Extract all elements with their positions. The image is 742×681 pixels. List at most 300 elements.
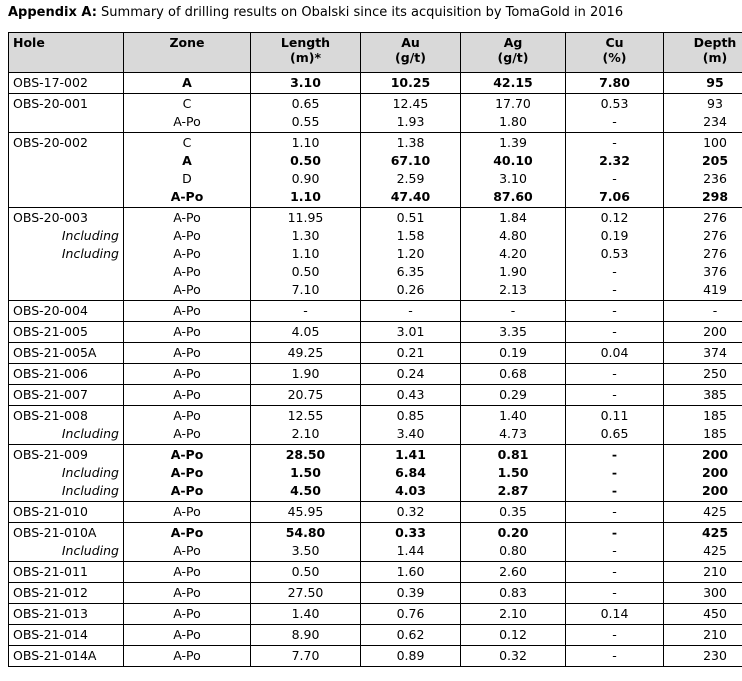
ag-value: 1.50 bbox=[497, 465, 529, 480]
cell-au bbox=[361, 133, 461, 208]
depth-value: 100 bbox=[703, 135, 727, 150]
cell-hole bbox=[9, 322, 124, 343]
length-value: 20.75 bbox=[287, 387, 324, 402]
cell-hole bbox=[9, 583, 124, 604]
length-value: 0.55 bbox=[291, 114, 320, 129]
zone-value: A-Po bbox=[173, 303, 201, 318]
cell-cu bbox=[566, 562, 664, 583]
cell-cu bbox=[566, 646, 664, 667]
zone-value: A-Po bbox=[170, 465, 204, 480]
length-value: 1.10 bbox=[290, 189, 321, 204]
length-value: 0.50 bbox=[291, 564, 320, 579]
au-value: 1.41 bbox=[395, 447, 426, 462]
length-value: 1.10 bbox=[291, 246, 320, 261]
cell-zone bbox=[124, 343, 251, 364]
depth-value: 298 bbox=[701, 189, 729, 204]
cell-cu bbox=[566, 343, 664, 364]
table-row bbox=[9, 364, 742, 385]
cell-cu bbox=[566, 73, 664, 94]
cu-value: - bbox=[612, 171, 617, 186]
zone-value: A-Po bbox=[173, 246, 201, 261]
au-value: 1.38 bbox=[396, 135, 425, 150]
cu-value: 0.65 bbox=[600, 426, 629, 441]
hole-id: OBS-20-002 bbox=[13, 135, 88, 150]
au-value: 3.40 bbox=[396, 426, 425, 441]
cu-value: - bbox=[612, 504, 617, 519]
header-au: Au (g/t) bbox=[361, 33, 461, 73]
length-value: 12.55 bbox=[287, 408, 324, 423]
au-value: 1.20 bbox=[396, 246, 425, 261]
cell-depth bbox=[664, 583, 742, 604]
depth-value: 419 bbox=[703, 282, 727, 297]
cell-hole bbox=[9, 445, 124, 502]
cell-ag bbox=[461, 208, 566, 301]
cell-cu bbox=[566, 406, 664, 445]
cell-ag bbox=[461, 445, 566, 502]
cell-length bbox=[251, 364, 361, 385]
au-value: 0.33 bbox=[395, 525, 426, 540]
ag-value: 4.20 bbox=[499, 246, 527, 261]
ag-value: 0.80 bbox=[499, 543, 527, 558]
depth-value: 385 bbox=[703, 387, 727, 402]
including-label: Including bbox=[61, 228, 119, 243]
au-value: 0.21 bbox=[396, 345, 425, 360]
hole-id: OBS-21-010A bbox=[13, 525, 97, 540]
table-body bbox=[9, 73, 742, 667]
cell-hole bbox=[9, 73, 124, 94]
cu-value: - bbox=[612, 648, 617, 663]
cu-value: - bbox=[612, 264, 617, 279]
caption-prefix: Appendix A: bbox=[8, 5, 97, 20]
table-row bbox=[9, 322, 742, 343]
ag-value: 2.13 bbox=[499, 282, 527, 297]
table-row bbox=[9, 562, 742, 583]
au-value: 0.76 bbox=[396, 606, 425, 621]
depth-value: 276 bbox=[703, 246, 727, 261]
zone-value: A-Po bbox=[173, 387, 201, 402]
zone-value: A-Po bbox=[173, 543, 201, 558]
cell-zone bbox=[124, 523, 251, 562]
cell-ag bbox=[461, 133, 566, 208]
cell-depth bbox=[664, 562, 742, 583]
cu-value: - bbox=[612, 627, 617, 642]
au-value: 0.26 bbox=[396, 282, 425, 297]
depth-value: 93 bbox=[707, 96, 723, 111]
cell-length bbox=[251, 385, 361, 406]
cell-length bbox=[251, 646, 361, 667]
cell-hole bbox=[9, 94, 124, 133]
including-label: Including bbox=[61, 246, 119, 261]
table-row bbox=[9, 343, 742, 364]
length-value: 0.50 bbox=[291, 264, 320, 279]
cell-ag bbox=[461, 94, 566, 133]
cell-depth bbox=[664, 322, 742, 343]
depth-value: 200 bbox=[701, 447, 729, 462]
ag-value: - bbox=[510, 303, 516, 318]
au-value: 1.60 bbox=[396, 564, 425, 579]
length-value: - bbox=[303, 303, 308, 318]
cell-cu bbox=[566, 133, 664, 208]
ag-value: 4.73 bbox=[499, 426, 527, 441]
cell-length bbox=[251, 562, 361, 583]
cell-ag bbox=[461, 301, 566, 322]
cell-zone bbox=[124, 73, 251, 94]
depth-value: 276 bbox=[703, 228, 727, 243]
length-value: 7.70 bbox=[291, 648, 320, 663]
cell-zone bbox=[124, 133, 251, 208]
hole-id: OBS-21-010 bbox=[13, 504, 88, 519]
depth-value: 210 bbox=[703, 627, 727, 642]
including-label: Including bbox=[61, 426, 119, 441]
zone-value: A-Po bbox=[173, 504, 201, 519]
depth-value: 276 bbox=[703, 210, 727, 225]
zone-value: A-Po bbox=[173, 264, 201, 279]
cu-value: - bbox=[612, 366, 617, 381]
cu-value: - bbox=[612, 585, 617, 600]
au-value: 12.45 bbox=[392, 96, 429, 111]
cell-zone bbox=[124, 385, 251, 406]
length-value: 3.50 bbox=[291, 543, 320, 558]
drilling-results-table bbox=[8, 32, 742, 667]
cell-au bbox=[361, 583, 461, 604]
cell-ag bbox=[461, 502, 566, 523]
au-value: 1.93 bbox=[396, 114, 425, 129]
cell-ag bbox=[461, 73, 566, 94]
cu-value: 7.80 bbox=[599, 75, 630, 90]
cell-depth bbox=[664, 343, 742, 364]
ag-value: 0.83 bbox=[499, 585, 527, 600]
cell-au bbox=[361, 385, 461, 406]
table-row bbox=[9, 301, 742, 322]
cell-hole bbox=[9, 343, 124, 364]
cell-cu bbox=[566, 523, 664, 562]
cu-value: 0.04 bbox=[600, 345, 629, 360]
au-value: 0.62 bbox=[396, 627, 425, 642]
au-value: 6.35 bbox=[396, 264, 425, 279]
ag-value: 0.32 bbox=[499, 648, 527, 663]
depth-value: - bbox=[712, 303, 718, 318]
cell-au bbox=[361, 562, 461, 583]
depth-value: 234 bbox=[703, 114, 727, 129]
cu-value: - bbox=[612, 564, 617, 579]
table-row bbox=[9, 385, 742, 406]
ag-value: 2.87 bbox=[497, 483, 529, 498]
au-value: 0.24 bbox=[396, 366, 425, 381]
table-row bbox=[9, 523, 742, 562]
cell-cu bbox=[566, 364, 664, 385]
au-value: 0.51 bbox=[396, 210, 425, 225]
including-label: Including bbox=[61, 543, 119, 558]
table-row bbox=[9, 625, 742, 646]
length-value: 49.25 bbox=[287, 345, 324, 360]
hole-id: OBS-21-014 bbox=[13, 627, 88, 642]
zone-value: C bbox=[182, 135, 192, 150]
cell-zone bbox=[124, 406, 251, 445]
depth-value: 250 bbox=[703, 366, 727, 381]
cell-length bbox=[251, 301, 361, 322]
depth-value: 376 bbox=[703, 264, 727, 279]
zone-value: C bbox=[182, 96, 192, 111]
au-value: 0.89 bbox=[396, 648, 425, 663]
cell-au bbox=[361, 322, 461, 343]
zone-value: A-Po bbox=[173, 585, 201, 600]
cell-length bbox=[251, 502, 361, 523]
header-cu: Cu (%) bbox=[566, 33, 664, 73]
cell-au bbox=[361, 445, 461, 502]
length-value: 8.90 bbox=[291, 627, 320, 642]
header-row bbox=[9, 33, 742, 73]
zone-value: A-Po bbox=[173, 426, 201, 441]
cell-zone bbox=[124, 583, 251, 604]
cu-value: - bbox=[612, 303, 617, 318]
hole-id: OBS-21-011 bbox=[13, 564, 88, 579]
zone-value: D bbox=[182, 171, 192, 186]
length-value: 28.50 bbox=[285, 447, 326, 462]
cu-value: 0.53 bbox=[600, 96, 629, 111]
cu-value: - bbox=[612, 114, 617, 129]
header-length: Length (m)* bbox=[251, 33, 361, 73]
cu-value: - bbox=[612, 135, 617, 150]
cell-ag bbox=[461, 343, 566, 364]
cell-au bbox=[361, 364, 461, 385]
ag-value: 1.80 bbox=[499, 114, 527, 129]
hole-id: OBS-21-012 bbox=[13, 585, 88, 600]
cell-au bbox=[361, 73, 461, 94]
hole-id: OBS-17-002 bbox=[13, 75, 88, 90]
cell-hole bbox=[9, 604, 124, 625]
cell-hole bbox=[9, 523, 124, 562]
cell-zone bbox=[124, 646, 251, 667]
cu-value: - bbox=[612, 543, 617, 558]
table-row bbox=[9, 583, 742, 604]
zone-value: A-Po bbox=[173, 606, 201, 621]
cell-au bbox=[361, 406, 461, 445]
cell-cu bbox=[566, 445, 664, 502]
cell-hole bbox=[9, 208, 124, 301]
au-value: 6.84 bbox=[395, 465, 426, 480]
including-label bbox=[13, 281, 119, 299]
header-ag: Ag (g/t) bbox=[461, 33, 566, 73]
zone-value: A bbox=[182, 153, 192, 168]
cell-depth bbox=[664, 646, 742, 667]
ag-value: 3.35 bbox=[499, 324, 527, 339]
including-label: Including bbox=[61, 483, 119, 498]
au-value: 1.58 bbox=[396, 228, 425, 243]
cell-ag bbox=[461, 646, 566, 667]
ag-value: 1.39 bbox=[499, 135, 527, 150]
cell-ag bbox=[461, 562, 566, 583]
including-label bbox=[13, 263, 119, 281]
cu-value: - bbox=[611, 525, 618, 540]
ag-value: 87.60 bbox=[493, 189, 533, 204]
length-value: 27.50 bbox=[287, 585, 324, 600]
table-row bbox=[9, 133, 742, 208]
cell-length bbox=[251, 625, 361, 646]
cell-au bbox=[361, 604, 461, 625]
length-value: 54.80 bbox=[285, 525, 326, 540]
cell-ag bbox=[461, 583, 566, 604]
ag-value: 3.10 bbox=[499, 171, 527, 186]
length-value: 0.50 bbox=[290, 153, 321, 168]
ag-value: 40.10 bbox=[493, 153, 533, 168]
depth-value: 425 bbox=[703, 504, 727, 519]
cell-length bbox=[251, 133, 361, 208]
depth-value: 185 bbox=[703, 426, 727, 441]
cell-zone bbox=[124, 301, 251, 322]
length-value: 11.95 bbox=[287, 210, 324, 225]
cell-depth bbox=[664, 604, 742, 625]
cell-hole bbox=[9, 364, 124, 385]
cell-hole bbox=[9, 133, 124, 208]
cell-cu bbox=[566, 604, 664, 625]
zone-value: A-Po bbox=[170, 447, 204, 462]
table-row bbox=[9, 646, 742, 667]
cell-cu bbox=[566, 583, 664, 604]
cu-value: 0.19 bbox=[600, 228, 629, 243]
ag-value: 0.29 bbox=[499, 387, 527, 402]
cell-depth bbox=[664, 523, 742, 562]
hole-id: OBS-21-009 bbox=[13, 447, 88, 462]
table-row bbox=[9, 604, 742, 625]
cell-au bbox=[361, 502, 461, 523]
zone-value: A-Po bbox=[173, 366, 201, 381]
cu-value: 2.32 bbox=[599, 153, 630, 168]
including-label: Including bbox=[61, 465, 119, 480]
depth-value: 300 bbox=[703, 585, 727, 600]
hole-id: OBS-20-001 bbox=[13, 96, 88, 111]
cell-ag bbox=[461, 322, 566, 343]
length-value: 7.10 bbox=[291, 282, 320, 297]
cell-depth bbox=[664, 73, 742, 94]
cell-length bbox=[251, 445, 361, 502]
cell-cu bbox=[566, 322, 664, 343]
cell-au bbox=[361, 301, 461, 322]
zone-value: A-Po bbox=[173, 114, 201, 129]
cell-hole bbox=[9, 625, 124, 646]
cell-length bbox=[251, 406, 361, 445]
cell-length bbox=[251, 523, 361, 562]
length-value: 1.10 bbox=[291, 135, 320, 150]
hole-id: OBS-21-007 bbox=[13, 387, 88, 402]
table-row bbox=[9, 502, 742, 523]
table-row bbox=[9, 208, 742, 301]
cell-depth bbox=[664, 625, 742, 646]
zone-value: A-Po bbox=[173, 210, 201, 225]
cell-au bbox=[361, 94, 461, 133]
cell-depth bbox=[664, 502, 742, 523]
au-value: 10.25 bbox=[390, 75, 431, 90]
ag-value: 1.90 bbox=[499, 264, 527, 279]
length-value: 1.90 bbox=[291, 366, 320, 381]
hole-id: OBS-21-005A bbox=[13, 345, 97, 360]
ag-value: 1.84 bbox=[499, 210, 527, 225]
cell-au bbox=[361, 625, 461, 646]
cell-depth bbox=[664, 406, 742, 445]
cell-ag bbox=[461, 523, 566, 562]
cu-value: - bbox=[612, 387, 617, 402]
length-value: 4.05 bbox=[291, 324, 320, 339]
cell-au bbox=[361, 343, 461, 364]
length-value: 0.90 bbox=[291, 171, 320, 186]
ag-value: 42.15 bbox=[493, 75, 533, 90]
depth-value: 185 bbox=[703, 408, 727, 423]
ag-value: 0.20 bbox=[497, 525, 529, 540]
hole-id: OBS-20-003 bbox=[13, 210, 88, 225]
cell-ag bbox=[461, 406, 566, 445]
cell-depth bbox=[664, 364, 742, 385]
length-value: 1.30 bbox=[291, 228, 320, 243]
hole-id: OBS-21-005 bbox=[13, 324, 88, 339]
caption-text: Summary of drilling results on Obalski since its acquisition by TomaGold in 2016 bbox=[96, 5, 624, 20]
au-value: 0.85 bbox=[396, 408, 425, 423]
cell-depth bbox=[664, 94, 742, 133]
including-label bbox=[13, 113, 119, 131]
cu-value: 7.06 bbox=[599, 189, 630, 204]
zone-value: A-Po bbox=[170, 189, 204, 204]
depth-value: 95 bbox=[706, 75, 724, 90]
zone-value: A-Po bbox=[173, 627, 201, 642]
table-row bbox=[9, 406, 742, 445]
length-value: 0.65 bbox=[291, 96, 320, 111]
zone-value: A-Po bbox=[173, 345, 201, 360]
cell-au bbox=[361, 208, 461, 301]
cell-length bbox=[251, 343, 361, 364]
ag-value: 1.40 bbox=[499, 408, 527, 423]
cell-zone bbox=[124, 502, 251, 523]
cell-hole bbox=[9, 385, 124, 406]
zone-value: A-Po bbox=[173, 408, 201, 423]
au-value: 0.43 bbox=[396, 387, 425, 402]
cu-value: - bbox=[612, 282, 617, 297]
zone-value: A-Po bbox=[173, 648, 201, 663]
cell-cu bbox=[566, 301, 664, 322]
table-row bbox=[9, 73, 742, 94]
depth-value: 200 bbox=[703, 324, 727, 339]
zone-value: A-Po bbox=[173, 228, 201, 243]
cell-length bbox=[251, 73, 361, 94]
hole-id: OBS-21-006 bbox=[13, 366, 88, 381]
cell-depth bbox=[664, 208, 742, 301]
depth-value: 374 bbox=[703, 345, 727, 360]
cell-hole bbox=[9, 562, 124, 583]
header-hole: Hole bbox=[9, 33, 124, 73]
cell-ag bbox=[461, 364, 566, 385]
cell-zone bbox=[124, 94, 251, 133]
cell-hole bbox=[9, 301, 124, 322]
cell-cu bbox=[566, 625, 664, 646]
including-label bbox=[13, 152, 119, 170]
cell-length bbox=[251, 322, 361, 343]
ag-value: 0.12 bbox=[499, 627, 527, 642]
depth-value: 425 bbox=[701, 525, 729, 540]
table-caption bbox=[8, 5, 623, 20]
cell-zone bbox=[124, 562, 251, 583]
cell-ag bbox=[461, 385, 566, 406]
length-value: 2.10 bbox=[291, 426, 320, 441]
cell-hole bbox=[9, 502, 124, 523]
au-value: 67.10 bbox=[390, 153, 431, 168]
length-value: 3.10 bbox=[290, 75, 321, 90]
depth-value: 230 bbox=[703, 648, 727, 663]
hole-id: OBS-21-008 bbox=[13, 408, 88, 423]
cell-cu bbox=[566, 208, 664, 301]
cell-cu bbox=[566, 502, 664, 523]
cell-hole bbox=[9, 406, 124, 445]
depth-value: 425 bbox=[703, 543, 727, 558]
depth-value: 210 bbox=[703, 564, 727, 579]
cell-au bbox=[361, 646, 461, 667]
cell-zone bbox=[124, 445, 251, 502]
